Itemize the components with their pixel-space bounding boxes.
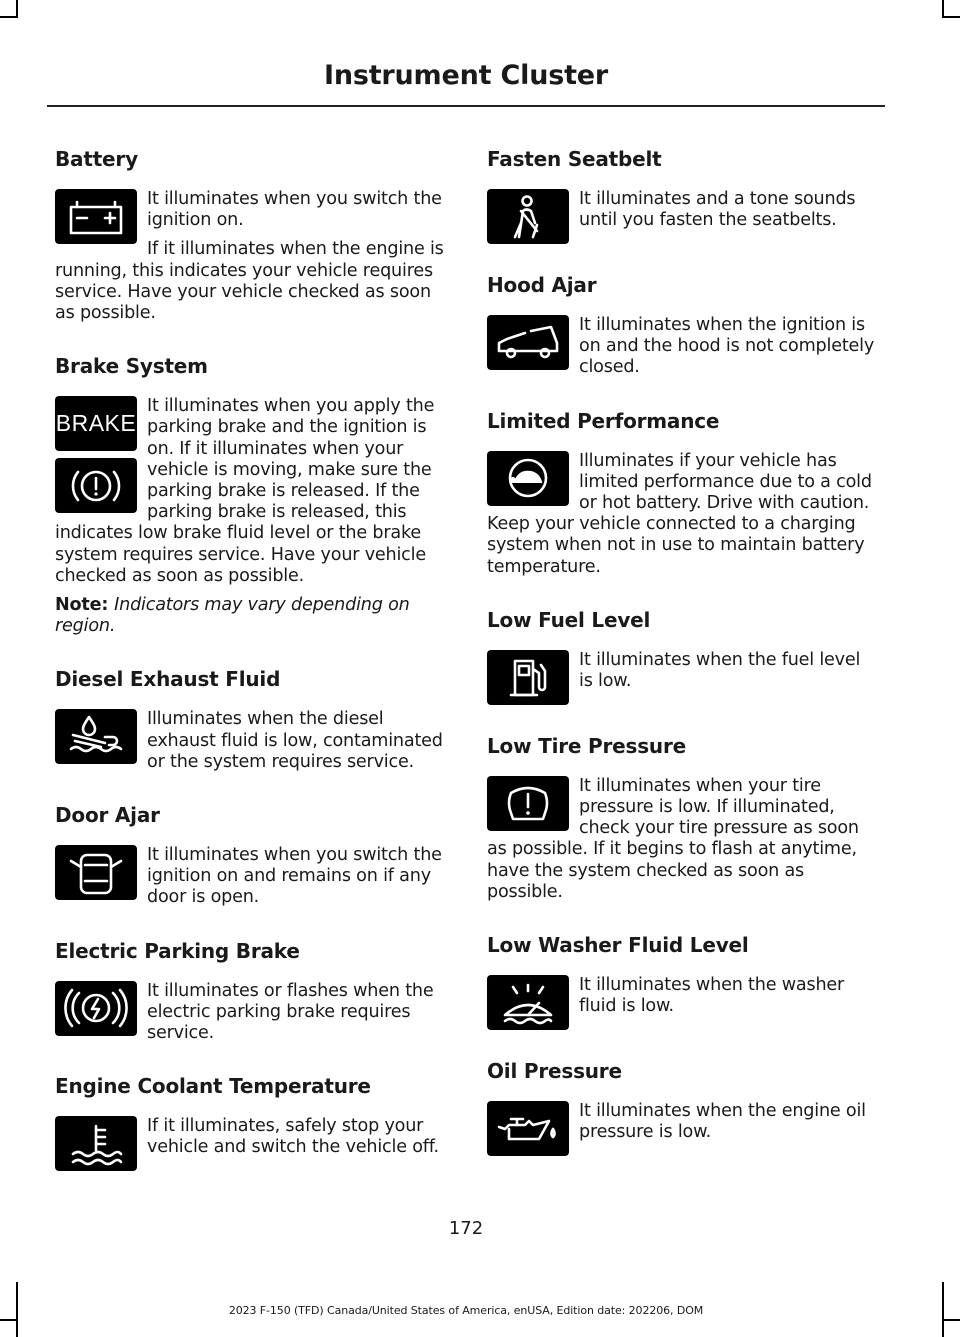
section-paragraph: Illuminates when the diesel exhaust fluid is low, contaminated or the system requires service. — [147, 709, 443, 772]
section-paragraph: If it illuminates, safely stop your vehicle and switch the vehicle off. — [147, 1116, 439, 1158]
indicator-icons — [487, 315, 569, 377]
right-column — [487, 145, 879, 1183]
section-paragraph: Illuminates if your vehicle has limited performance due to a cold or hot battery. Drive with caution. Keep your vehicle connected to a charging system when not in use to maintain battery temperature. — [487, 450, 872, 577]
indicator-icons — [55, 396, 137, 520]
fuel-pump-icon — [487, 650, 569, 705]
brake-icon-label: BRAKE — [55, 410, 137, 437]
page-title: Instrument Cluster — [323, 60, 609, 91]
oil-can-icon — [487, 1101, 569, 1156]
battery-icon — [55, 189, 137, 244]
indicator-icons — [55, 845, 137, 907]
crop-mark — [942, 1319, 960, 1321]
indicator-icons — [55, 189, 137, 251]
section-brake-system — [55, 352, 447, 645]
section-heading: Diesel Exhaust Fluid — [55, 667, 281, 692]
seatbelt-icon — [487, 189, 569, 244]
coolant-temperature-icon — [55, 1116, 137, 1171]
hood-ajar-icon — [487, 315, 569, 370]
tire-pressure-icon — [487, 776, 569, 831]
section-paragraph: It illuminates when the fuel level is low. — [579, 649, 861, 692]
diesel-exhaust-fluid-icon — [55, 709, 137, 764]
indicator-icons — [487, 776, 569, 838]
section-engine-coolant-temperature — [55, 1072, 447, 1178]
section-heading: Engine Coolant Temperature — [55, 1074, 371, 1099]
section-heading: Oil Pressure — [487, 1059, 622, 1084]
crop-mark — [942, 16, 960, 18]
section-heading: Low Fuel Level — [487, 607, 651, 632]
indicator-icons — [487, 451, 569, 513]
brake-text-icon — [55, 396, 137, 451]
section-battery — [55, 145, 447, 332]
section-heading: Brake System — [55, 354, 208, 379]
section-paragraph: It illuminates when you apply the parking brake and the ignition is on. If it illuminates when your vehicle is moving, make sure the parking brake is released. If the parking brake is released, this indicates low brake fluid level or the brake system requires service. Have your vehicle checked as soon as possible. — [55, 396, 435, 586]
section-paragraph: It illuminates when you switch the ignition on and remains on if any door is open. — [147, 845, 442, 908]
section-low-tire-pressure — [487, 732, 879, 911]
section-paragraph: It illuminates when your tire pressure is low. If illuminated, check your tire pressure as soon as possible. If it begins to flash at anytime, have the system checked as soon as possible. — [487, 775, 859, 902]
section-low-fuel-level — [487, 606, 879, 712]
section-oil-pressure — [487, 1057, 879, 1163]
section-diesel-exhaust-fluid — [55, 665, 447, 781]
left-column — [55, 145, 447, 1198]
section-paragraph: It illuminates and a tone sounds until you fasten the seatbelts. — [579, 189, 856, 231]
section-heading: Electric Parking Brake — [55, 938, 300, 963]
section-heading: Door Ajar — [55, 803, 160, 828]
note-label: Note: — [55, 595, 115, 616]
section-heading: Limited Performance — [487, 408, 720, 433]
section-paragraph: It illuminates when the engine oil pressure is low. — [579, 1101, 866, 1143]
section-limited-performance — [487, 407, 879, 586]
section-door-ajar — [55, 801, 447, 917]
section-heading: Low Tire Pressure — [487, 733, 686, 758]
section-paragraph: It illuminates when the washer fluid is low. — [579, 975, 845, 1017]
crop-mark — [942, 1282, 944, 1337]
header-divider — [47, 105, 885, 107]
section-low-washer-fluid-level — [487, 931, 879, 1037]
section-paragraph: If it illuminates when the engine is running, this indicates your vehicle requires service. Have your vehicle checked as soon as possible. — [55, 239, 444, 324]
section-heading: Fasten Seatbelt — [487, 147, 662, 171]
section-fasten-seatbelt — [487, 145, 879, 251]
indicator-icons — [55, 709, 137, 771]
section-hood-ajar — [487, 271, 879, 387]
section-electric-parking-brake — [55, 937, 447, 1053]
indicator-icons — [55, 1116, 137, 1178]
section-paragraph: It illuminates or flashes when the electric parking brake requires service. — [147, 980, 434, 1044]
indicator-icons — [487, 189, 569, 251]
section-paragraph: It illuminates when you switch the ignition on. — [147, 189, 442, 231]
section-paragraph: It illuminates when the ignition is on and the hood is not completely closed. — [579, 315, 875, 378]
electric-parking-brake-icon — [55, 981, 137, 1036]
washer-fluid-icon — [487, 975, 569, 1030]
indicator-icons — [487, 650, 569, 712]
section-heading: Hood Ajar — [487, 273, 597, 297]
crop-mark — [0, 1319, 18, 1321]
page-number: 172 — [448, 1218, 484, 1239]
door-ajar-icon — [55, 845, 137, 900]
footer-text: 2023 F-150 (TFD) Canada/United States of America, enUSA, Edition date: 202206, DOM — [228, 1304, 704, 1317]
indicator-icons — [487, 975, 569, 1037]
section-heading: Low Washer Fluid Level — [487, 933, 749, 958]
turtle-icon — [487, 451, 569, 506]
note-text: Indicators may vary depending on region. — [55, 595, 410, 637]
indicator-icons — [55, 981, 137, 1043]
note-paragraph — [55, 595, 447, 637]
crop-mark — [0, 16, 18, 18]
indicator-icons — [487, 1101, 569, 1163]
section-heading: Battery — [55, 147, 138, 171]
brake-warning-icon — [55, 458, 137, 513]
